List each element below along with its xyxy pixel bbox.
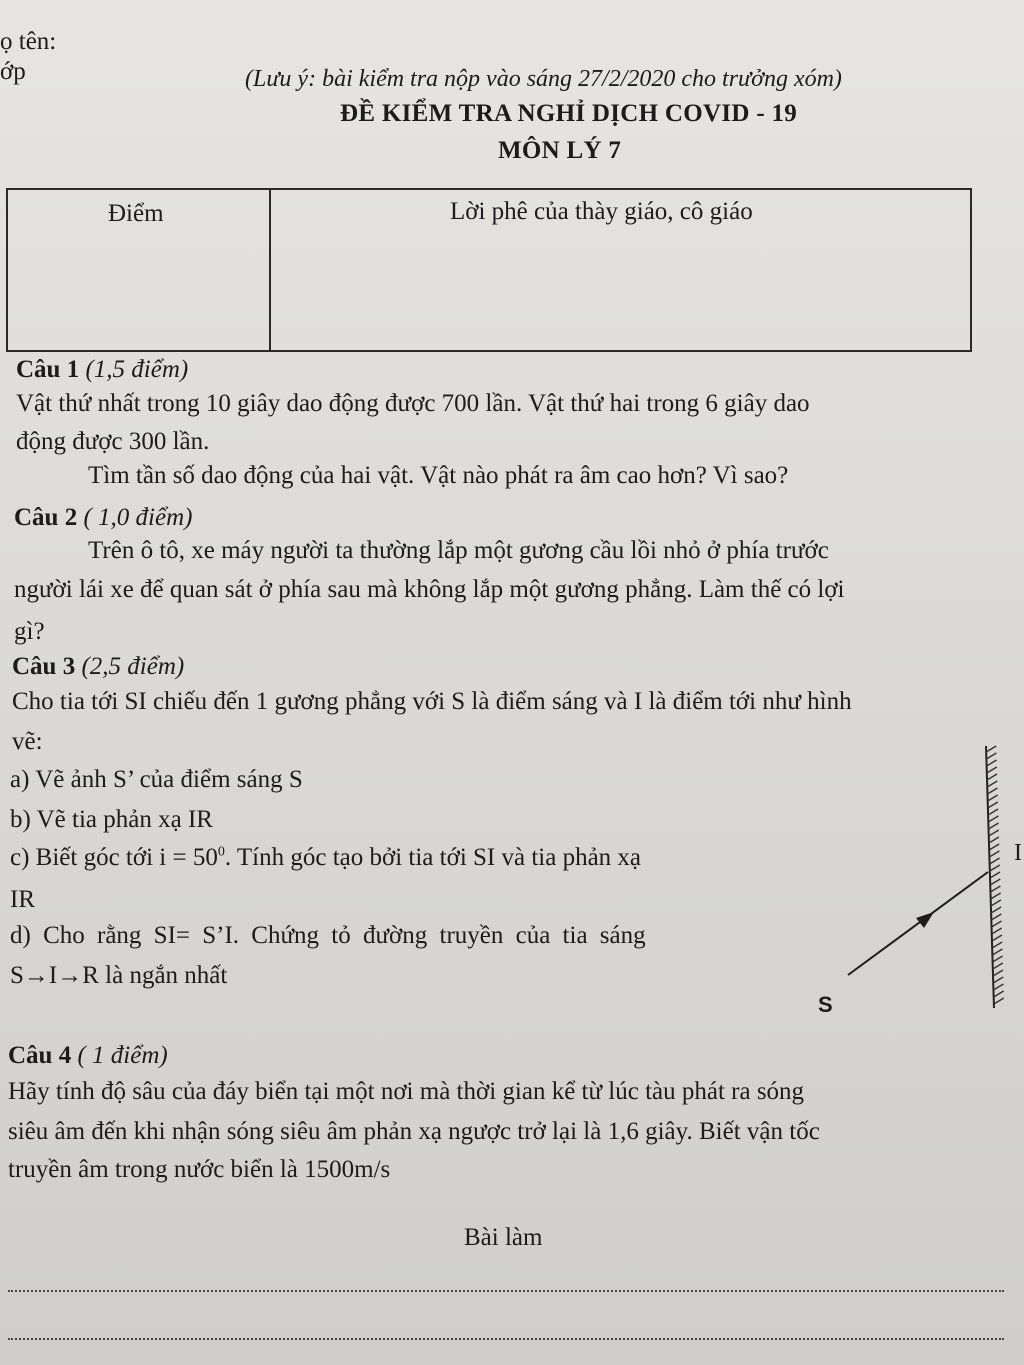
comment-header: Lời phê của thày giáo, cô giáo — [450, 198, 753, 225]
mirror-hatch — [990, 886, 1000, 892]
class-label: ớp — [0, 58, 26, 85]
q4-heading — [8, 1042, 168, 1071]
exam-title: ĐỀ KIỂM TRA NGHỈ DỊCH COVID - 19 — [340, 100, 798, 127]
q3-part-d2: S→I→R là ngắn nhất — [10, 962, 228, 989]
mirror-hatch — [987, 767, 997, 773]
mirror-hatch — [991, 893, 1001, 899]
mirror-hatch — [992, 942, 1002, 948]
subject-title: MÔN LÝ 7 — [498, 137, 622, 164]
mirror-hatch — [986, 753, 996, 759]
q4-points: ( 1 điểm) — [77, 1042, 168, 1069]
q3-part-b: b) Vẽ tia phản xạ IR — [10, 806, 213, 833]
mirror-hatch — [989, 823, 999, 829]
mirror-hatch — [992, 949, 1002, 955]
answer-title: Bài làm — [464, 1224, 543, 1251]
mirror-hatch — [992, 928, 1002, 934]
q1-line2: động được 300 lần. — [16, 428, 210, 455]
q4-label: Câu 4 — [8, 1042, 72, 1069]
incident-ray — [848, 872, 988, 975]
mirror-hatch — [992, 935, 1002, 941]
q3-part-c-post: . Tính góc tạo bởi tia tới SI và tia phản xạ — [224, 844, 642, 871]
mirror-hatch — [991, 900, 1001, 906]
mirror-hatch — [989, 837, 999, 843]
mirror-hatch — [988, 816, 998, 822]
mirror-hatch — [988, 809, 998, 815]
q3-label: Câu 3 — [12, 653, 76, 680]
q2-label: Câu 2 — [14, 504, 78, 531]
plane-mirror — [986, 746, 1004, 1008]
mirror-hatch — [986, 746, 996, 752]
mirror-hatch — [991, 914, 1001, 920]
mirror-hatch — [994, 998, 1004, 1004]
q4-line1: Hãy tính độ sâu của đáy biển tại một nơi mà thời gian kể từ lúc tàu phát ra sóng — [8, 1078, 805, 1105]
mirror-hatch — [989, 851, 999, 857]
mirror-hatch — [993, 970, 1003, 976]
mirror-hatch — [993, 977, 1003, 983]
q2-points: ( 1,0 điểm) — [83, 504, 193, 531]
q1-points: (1,5 điểm) — [85, 356, 189, 383]
mirror-hatch — [987, 781, 997, 787]
mirror-hatch — [993, 984, 1003, 990]
mirror-hatch — [988, 802, 998, 808]
mirror-hatch — [990, 879, 1000, 885]
mirror-hatch — [991, 907, 1001, 913]
q2-line1: Trên ô tô, xe máy người ta thường lắp một gương cầu lồi nhỏ ở phía trước — [88, 537, 829, 564]
submission-note: (Lưu ý: bài kiểm tra nộp vào sáng 27/2/2020 cho trưởng xóm) — [245, 66, 842, 92]
q3-points: (2,5 điểm) — [81, 653, 185, 680]
mirror-hatch — [989, 844, 999, 850]
mirror-hatch — [987, 788, 997, 794]
q3-part-d1: d) Cho rằng SI= S’I. Chứng tỏ đường truyền của tia sáng — [10, 922, 646, 949]
mirror-hatch — [989, 830, 999, 836]
answer-line — [8, 1290, 1004, 1292]
name-label: ọ tên: — [0, 28, 57, 55]
point-s-label: S — [818, 992, 833, 1017]
mirror-hatch — [993, 963, 1003, 969]
mirror-hatch — [987, 774, 997, 780]
mirror-hatch — [990, 858, 1000, 864]
q3-line2: vẽ: — [12, 728, 43, 755]
mirror-hatch — [990, 872, 1000, 878]
q3-line1: Cho tia tới SI chiếu đến 1 gương phẳng với S là điểm sáng và I là điểm tới như hình — [12, 688, 852, 715]
q3-part-c-pre: c) Biết góc tới i = 50 — [10, 844, 218, 871]
q1-label: Câu 1 — [16, 356, 80, 383]
mirror-hatch — [993, 956, 1003, 962]
q2-line2: người lái xe để quan sát ở phía sau mà không lắp một gương phẳng. Làm thế có lợi — [14, 576, 845, 603]
q4-line3: truyền âm trong nước biển là 1500m/s — [8, 1156, 391, 1183]
q1-line1: Vật thứ nhất trong 10 giây dao động được 700 lần. Vật thứ hai trong 6 giây dao — [16, 390, 810, 417]
q3-part-c-cont: IR — [10, 886, 35, 913]
point-i-label: I — [1014, 840, 1022, 866]
mirror-hatch — [987, 760, 997, 766]
q3-part-a: a) Vẽ ảnh S’ của điểm sáng S — [10, 766, 303, 793]
mirror-hatch — [990, 865, 1000, 871]
answer-line — [8, 1338, 1004, 1340]
q1-line3: Tìm tần số dao động của hai vật. Vật nào phát ra âm cao hơn? Vì sao? — [88, 462, 789, 489]
q3-part-c-sup: 0 — [217, 844, 225, 860]
q4-line2: siêu âm đến khi nhận sóng siêu âm phản xạ ngược trở lại là 1,6 giây. Biết vận tốc — [8, 1118, 820, 1145]
q2-line3: gì? — [14, 618, 45, 645]
mirror-hatch — [994, 991, 1004, 997]
grade-header: Điểm — [108, 200, 164, 227]
mirror-hatch — [992, 921, 1002, 927]
mirror-hatch — [988, 795, 998, 801]
